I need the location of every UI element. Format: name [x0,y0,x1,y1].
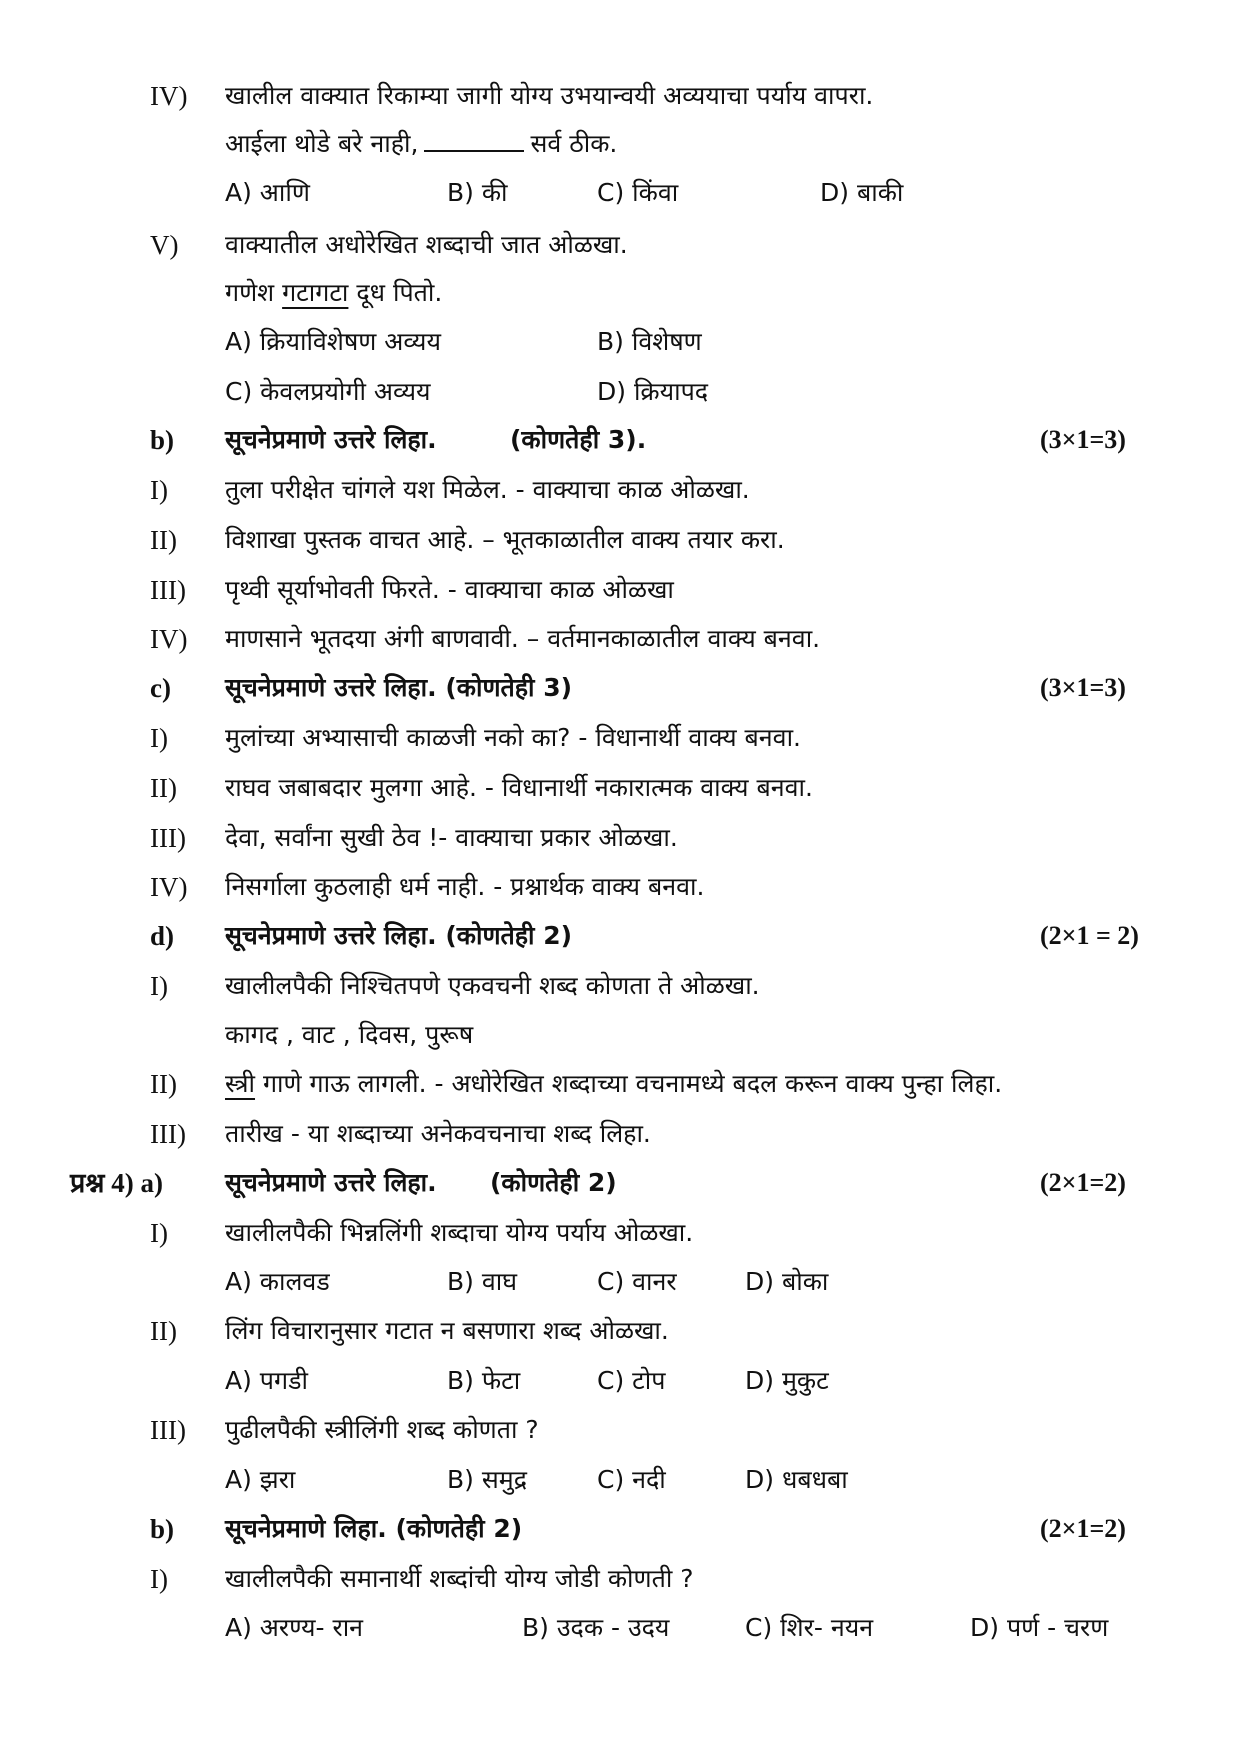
option-d: D) पर्ण - चरण [970,1613,1109,1642]
item-number: I) [150,723,168,753]
question-text: वाक्यातील अधोरेखित शब्दाची जात ओळखा. [225,230,628,259]
option-c: C) वानर [597,1267,677,1296]
word-list-text: कागद , वाट , दिवस, पुरूष [225,1020,474,1049]
option-d: D) मुकुट [745,1366,829,1395]
sentence-before: आईला थोडे बरे नाही, [225,129,419,158]
section-title: सूचनेप्रमाणे उत्तरे लिहा. [225,1168,437,1197]
options-row [0,1460,1240,1500]
option-d: D) धबधबा [745,1465,848,1494]
option-b: B) की [447,178,508,207]
section-title: सूचनेप्रमाणे लिहा. (कोणतेही 2) [225,1514,523,1543]
option-c: C) टोप [597,1366,666,1395]
section-marks: (2×1=2) [1040,1514,1126,1543]
option-b: B) उदक - उदय [522,1613,670,1642]
item-text: राघव जबाबदार मुलगा आहे. - विधानार्थी नकारात्मक वाक्य बनवा. [225,773,813,802]
section-4a-heading [0,1163,1240,1203]
sentence-after: सर्व ठीक. [530,129,618,158]
section-4b-heading [0,1509,1240,1549]
list-item [0,1559,1240,1599]
option-b: B) विशेषण [597,327,702,356]
option-d: D) बोका [745,1267,829,1296]
item-number: IV) [150,872,188,902]
item-text: तुला परीक्षेत चांगले यश मिळेल. - वाक्याचा काळ ओळखा. [225,475,750,504]
fill-blank-sentence [0,124,1240,164]
list-item [0,1311,1240,1351]
underlined-word: स्त्री [225,1069,256,1098]
options-row [0,1262,1240,1302]
item-number: I) [150,971,168,1001]
option-c: C) किंवा [597,178,679,207]
item-text: खालीलपैकी समानार्थी शब्दांची योग्य जोडी कोणती ? [225,1564,694,1593]
item-number: I) [150,475,168,505]
options-row [0,1361,1240,1401]
options-row [0,1608,1240,1648]
item-number: III) [150,575,186,605]
section-title: सूचनेप्रमाणे उत्तरे लिहा. [225,425,437,454]
options-row [0,173,1240,213]
sentence-pre: गणेश [225,278,275,307]
question-text: खालील वाक्यात रिकाम्या जागी योग्य उभयान्वयी अव्ययाचा पर्याय वापरा. [225,81,874,110]
question-3a-v [0,225,1240,265]
option-d: D) बाकी [820,178,904,207]
word-list [0,1015,1240,1055]
item-text: खालीलपैकी भिन्नलिंगी शब्दाचा योग्य पर्याय ओळखा. [225,1218,694,1247]
option-b: B) समुद्र [447,1465,527,1494]
section-label: d) [150,921,175,951]
option-a: A) कालवड [225,1267,330,1296]
list-item [0,867,1240,907]
section-note: (कोणतेही 3). [510,425,647,454]
item-text: तारीख - या शब्दाच्या अनेकवचनाचा शब्द लिहा. [225,1119,651,1148]
list-item [0,818,1240,858]
section-label: प्रश्न 4) a) [70,1168,163,1198]
item-number: III) [150,1415,186,1445]
option-b: B) वाघ [447,1267,518,1296]
option-a: A) पगडी [225,1366,308,1395]
blank-line [424,124,524,152]
item-text: मुलांच्या अभ्यासाची काळजी नको का? - विधानार्थी वाक्य बनवा. [225,723,801,752]
list-item [0,1114,1240,1154]
section-marks: (2×1 = 2) [1040,921,1139,950]
option-c: C) शिर- नयन [745,1613,874,1642]
list-item [0,570,1240,610]
list-item [0,718,1240,758]
option-a: A) क्रियाविशेषण अव्यय [225,327,441,356]
question-3a-iv [0,76,1240,116]
item-number: I) [150,1218,168,1248]
item-number: II) [150,525,177,555]
option-a: A) अरण्य- रान [225,1613,364,1642]
item-number: V) [150,230,179,260]
example-sentence [0,273,1240,313]
section-label: b) [150,1514,175,1544]
item-text: पृथ्वी सूर्याभोवती फिरते. - वाक्याचा काळ ओळखा [225,575,674,604]
item-text: माणसाने भूतदया अंगी बाणवावी. – वर्तमानकाळातील वाक्य बनवा. [225,624,821,653]
option-a: A) झरा [225,1465,296,1494]
item-number: IV) [150,624,188,654]
list-item [0,768,1240,808]
section-3b-heading [0,420,1240,460]
list-item [0,1064,1240,1104]
option-b: B) फेटा [447,1366,521,1395]
list-item [0,520,1240,560]
list-item [0,1213,1240,1253]
section-3c-heading [0,668,1240,708]
item-number: IV) [150,81,188,111]
list-item [0,1410,1240,1450]
item-text: पुढीलपैकी स्त्रीलिंगी शब्द कोणता ? [225,1415,539,1444]
list-item [0,470,1240,510]
section-note: (कोणतेही 2) [490,1168,617,1197]
item-text: देवा, सर्वांना सुखी ठेव !- वाक्याचा प्रकार ओळखा. [225,823,678,852]
sentence-post: दूध पितो. [356,278,443,307]
options-row [0,322,1240,362]
section-label: c) [150,673,171,703]
item-text: खालीलपैकी निश्चितपणे एकवचनी शब्द कोणता ते ओळखा. [225,971,760,1000]
item-text: विशाखा पुस्तक वाचत आहे. – भूतकाळातील वाक्य तयार करा. [225,525,785,554]
option-c: C) केवलप्रयोगी अव्यय [225,377,431,406]
section-marks: (3×1=3) [1040,673,1126,702]
item-text: गाणे गाऊ लागली. - अधोरेखित शब्दाच्या वचनामध्ये बदल करून वाक्य पुन्हा लिहा. [255,1069,1003,1098]
option-d: D) क्रियापद [597,377,709,406]
item-number: II) [150,1316,177,1346]
option-c: C) नदी [597,1465,666,1494]
list-item [0,619,1240,659]
item-number: III) [150,823,186,853]
item-number: III) [150,1119,186,1149]
item-number: II) [150,773,177,803]
item-number: I) [150,1564,168,1594]
section-marks: (2×1=2) [1040,1168,1126,1197]
section-title: सूचनेप्रमाणे उत्तरे लिहा. (कोणतेही 3) [225,673,573,702]
section-marks: (3×1=3) [1040,425,1126,454]
list-item [0,966,1240,1006]
item-text: लिंग विचारानुसार गटात न बसणारा शब्द ओळखा. [225,1316,669,1345]
item-text: निसर्गाला कुठलाही धर्म नाही. - प्रश्नार्थक वाक्य बनवा. [225,872,705,901]
section-label: b) [150,425,175,455]
item-number: II) [150,1069,177,1099]
section-title: सूचनेप्रमाणे उत्तरे लिहा. (कोणतेही 2) [225,921,573,950]
underlined-word: गटागटा [282,278,349,307]
section-3d-heading [0,916,1240,956]
options-row [0,372,1240,412]
option-a: A) आणि [225,178,310,207]
